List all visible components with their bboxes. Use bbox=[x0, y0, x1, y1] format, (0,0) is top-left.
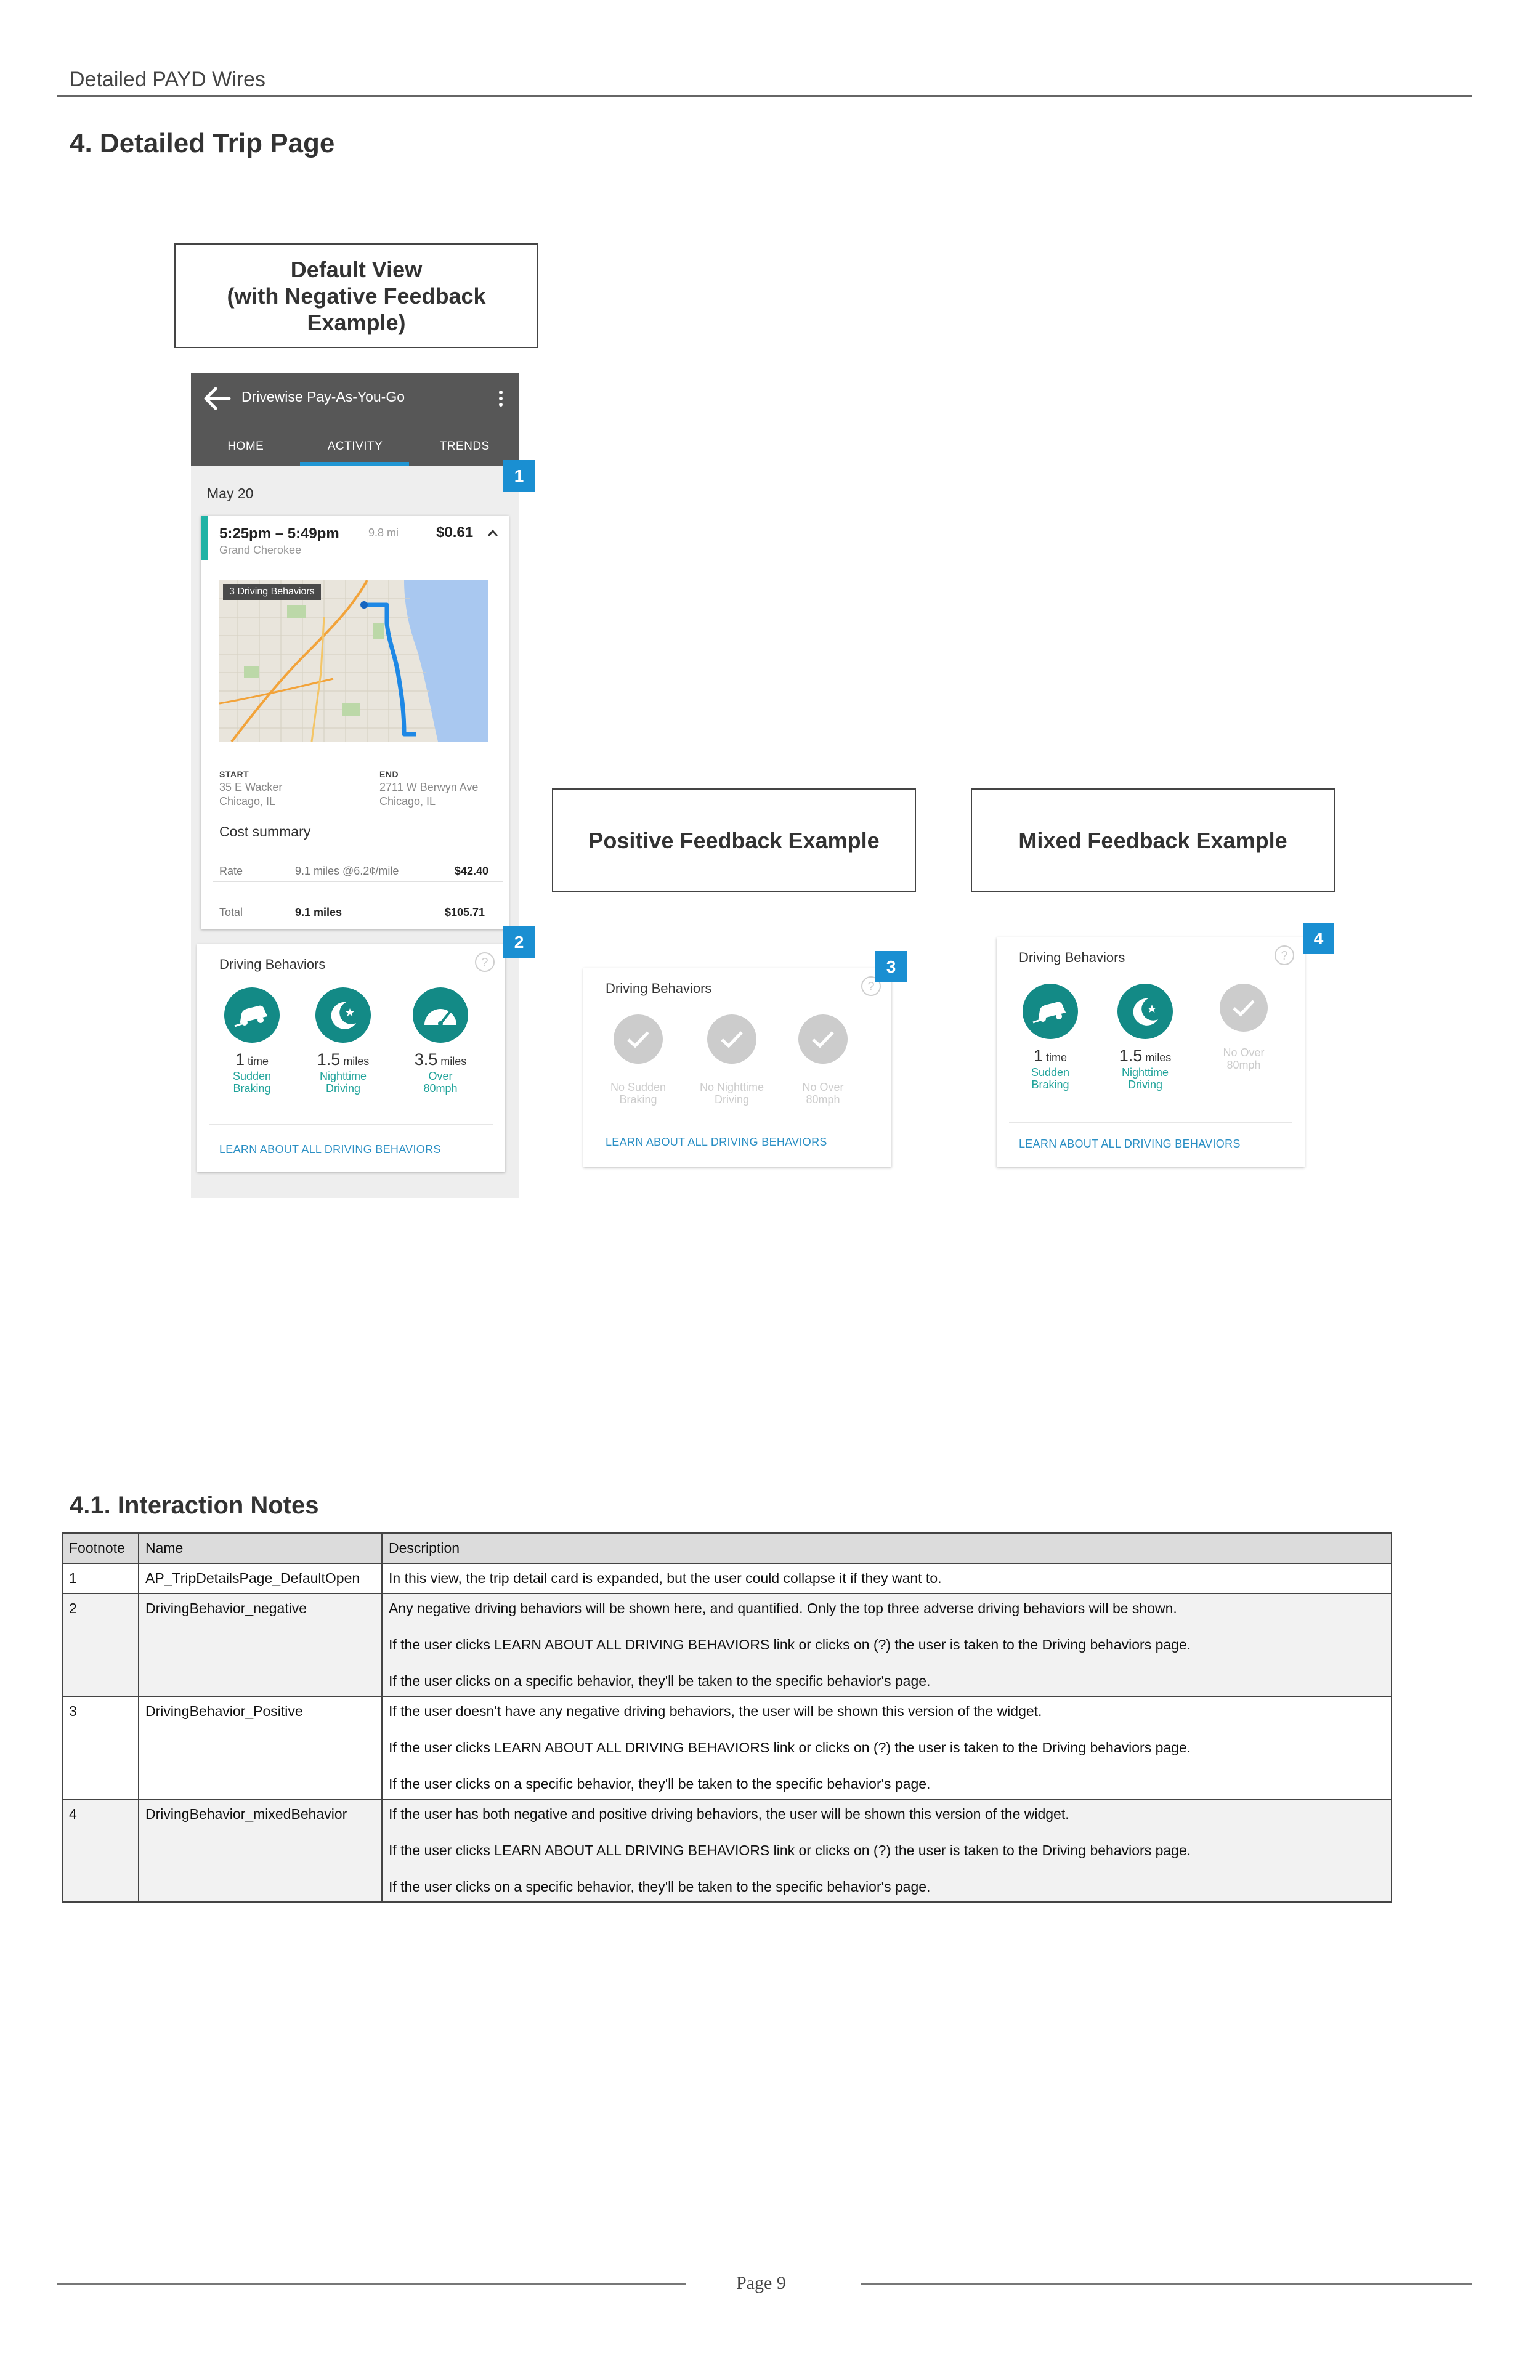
behavior-unit: miles bbox=[343, 1055, 370, 1067]
behavior-unit: time bbox=[1046, 1051, 1068, 1064]
trip-detail-card[interactable] bbox=[201, 516, 509, 929]
phone-screen bbox=[191, 373, 519, 1198]
behavior-name-line1: No Over bbox=[1223, 1046, 1265, 1059]
behavior-no-over-80mph[interactable] bbox=[1204, 984, 1284, 1071]
behavior-count: 1.5 bbox=[317, 1050, 341, 1069]
end-address-line1: 2711 W Berwyn Ave bbox=[379, 781, 479, 793]
column-header: Description bbox=[382, 1533, 1392, 1563]
behavior-name-line2: Braking bbox=[619, 1093, 657, 1106]
description-cell bbox=[382, 1799, 1392, 1902]
behavior-no-nighttime-driving[interactable] bbox=[692, 1014, 772, 1106]
behavior-sudden-braking[interactable] bbox=[212, 987, 292, 1095]
name-cell: AP_TripDetailsPage_DefaultOpen bbox=[139, 1563, 382, 1593]
behavior-name-line2: 80mph bbox=[1226, 1059, 1261, 1071]
driving-behaviors-title: Driving Behaviors bbox=[1019, 950, 1125, 965]
description-text: If the user clicks on a specific behavior, they'll be taken to the specific behavior's page. bbox=[389, 1776, 931, 1792]
description-text: If the user clicks on a specific behavior, they'll be taken to the specific behavior's page. bbox=[389, 1673, 931, 1689]
back-arrow-icon[interactable] bbox=[202, 386, 233, 411]
behavior-sudden-braking[interactable] bbox=[1010, 984, 1090, 1091]
mixed-feedback-label: Mixed Feedback Example bbox=[971, 788, 1335, 892]
column-header: Footnote bbox=[62, 1533, 139, 1563]
driving-behaviors-negative-card bbox=[197, 944, 505, 1172]
description-cell bbox=[382, 1696, 1392, 1799]
behavior-name-line1: Over bbox=[428, 1070, 453, 1082]
name-cell: DrivingBehavior_Positive bbox=[139, 1696, 382, 1799]
behavior-count: 1.5 bbox=[1119, 1046, 1143, 1065]
behavior-unit: miles bbox=[1145, 1051, 1172, 1064]
trip-map[interactable] bbox=[219, 580, 488, 742]
behavior-name-line2: Driving bbox=[714, 1093, 749, 1106]
description-text: If the user clicks LEARN ABOUT ALL DRIVING BEHAVIORS link or clicks on (?) the user is taken to the Driving behaviors page. bbox=[389, 1637, 1191, 1653]
active-tab-indicator bbox=[300, 462, 409, 466]
end-address-line2: Chicago, IL bbox=[379, 795, 436, 808]
total-value: $105.71 bbox=[445, 906, 485, 918]
footnote-marker-4: 4 bbox=[1303, 923, 1334, 954]
start-label: START bbox=[219, 769, 249, 779]
behavior-name-line1: Nighttime bbox=[1121, 1066, 1169, 1079]
trip-accent-bar bbox=[201, 516, 208, 560]
table-header-row bbox=[62, 1533, 1392, 1563]
description-text: Any negative driving behaviors will be shown here, and quantified. Only the top three adverse driving behaviors will be shown. bbox=[389, 1600, 1177, 1616]
description-text: If the user clicks LEARN ABOUT ALL DRIVING BEHAVIORS link or clicks on (?) the user is taken to the Driving behaviors page. bbox=[389, 1739, 1191, 1755]
behavior-name-line1: No Nighttime bbox=[699, 1081, 764, 1093]
behavior-name-line1: No Sudden bbox=[610, 1081, 667, 1093]
interaction-notes-table bbox=[62, 1532, 1392, 1903]
behavior-count: 3.5 bbox=[414, 1050, 438, 1069]
name-cell: DrivingBehavior_negative bbox=[139, 1593, 382, 1696]
tab-bar bbox=[191, 426, 519, 466]
check-icon bbox=[1220, 984, 1268, 1032]
rate-label: Rate bbox=[219, 865, 243, 877]
behavior-name-line2: Driving bbox=[1127, 1079, 1162, 1091]
description-cell bbox=[382, 1563, 1392, 1593]
help-icon[interactable] bbox=[474, 952, 495, 973]
end-address bbox=[379, 780, 478, 809]
check-icon bbox=[614, 1014, 663, 1064]
footer-divider-right bbox=[861, 2283, 1472, 2285]
page-number: Page 9 bbox=[736, 2273, 786, 2293]
description-text: If the user doesn't have any negative driving behaviors, the user will be shown this version of the widget. bbox=[389, 1703, 1042, 1719]
start-address-line1: 35 E Wacker bbox=[219, 781, 283, 793]
driving-behaviors-positive-card bbox=[583, 968, 891, 1167]
driving-behaviors-title: Driving Behaviors bbox=[219, 957, 326, 972]
behavior-name-line1: Sudden bbox=[232, 1070, 272, 1082]
end-label: END bbox=[379, 769, 399, 779]
behavior-name-line2: 80mph bbox=[423, 1082, 458, 1095]
check-icon bbox=[707, 1014, 756, 1064]
description-text: If the user clicks on a specific behavior, they'll be taken to the specific behavior's page. bbox=[389, 1879, 931, 1895]
section-title: 4. Detailed Trip Page bbox=[70, 128, 335, 158]
trip-distance: 9.8 mi bbox=[368, 527, 399, 539]
date-header: May 20 bbox=[207, 485, 254, 501]
trip-cost: $0.61 bbox=[436, 524, 474, 541]
name-cell: DrivingBehavior_mixedBehavior bbox=[139, 1799, 382, 1902]
column-header: Name bbox=[139, 1533, 382, 1563]
learn-about-behaviors-link[interactable]: LEARN ABOUT ALL DRIVING BEHAVIORS bbox=[606, 1136, 827, 1148]
driving-behaviors-badge: 3 Driving Behaviors bbox=[223, 584, 321, 600]
svg-text:?: ? bbox=[867, 980, 875, 994]
rate-value: $42.40 bbox=[455, 865, 489, 877]
moon-icon bbox=[1117, 984, 1173, 1039]
behavior-unit: time bbox=[248, 1055, 269, 1067]
card-divider bbox=[1009, 1122, 1292, 1123]
help-icon[interactable] bbox=[1274, 945, 1295, 966]
behavior-no-sudden-braking[interactable] bbox=[598, 1014, 678, 1106]
footnote-marker-2: 2 bbox=[503, 926, 535, 958]
cost-divider bbox=[213, 881, 503, 882]
table-row bbox=[62, 1563, 1392, 1593]
footnote-cell: 4 bbox=[62, 1799, 139, 1902]
app-title: Drivewise Pay-As-You-Go bbox=[241, 389, 405, 405]
behavior-name-line1: Sudden bbox=[1031, 1066, 1070, 1079]
start-address-line2: Chicago, IL bbox=[219, 795, 276, 808]
behavior-name-line2: 80mph bbox=[806, 1093, 840, 1106]
tab-activity[interactable]: ACTIVITY bbox=[327, 439, 383, 453]
trip-vehicle: Grand Cherokee bbox=[219, 544, 302, 556]
behavior-over-80mph[interactable] bbox=[400, 987, 480, 1095]
footnote-cell: 1 bbox=[62, 1563, 139, 1593]
behavior-count: 1 bbox=[235, 1050, 245, 1069]
learn-about-behaviors-link[interactable]: LEARN ABOUT ALL DRIVING BEHAVIORS bbox=[219, 1143, 441, 1156]
total-label: Total bbox=[219, 906, 243, 918]
default-view-label bbox=[174, 243, 538, 348]
header-divider bbox=[57, 95, 1472, 97]
behavior-name-line2: Driving bbox=[325, 1082, 360, 1095]
svg-text:?: ? bbox=[481, 956, 488, 969]
car-braking-icon bbox=[224, 987, 280, 1043]
description-text: If the user has both negative and positive driving behaviors, the user will be shown this version of the widget. bbox=[389, 1806, 1069, 1822]
trip-time-range: 5:25pm – 5:49pm bbox=[219, 525, 339, 542]
footnote-marker-1: 1 bbox=[503, 460, 535, 492]
document-header: Detailed PAYD Wires bbox=[70, 68, 266, 91]
table-row bbox=[62, 1593, 1392, 1696]
driving-behaviors-mixed-card bbox=[997, 937, 1305, 1167]
learn-about-behaviors-link[interactable]: LEARN ABOUT ALL DRIVING BEHAVIORS bbox=[1019, 1138, 1241, 1150]
total-detail: 9.1 miles bbox=[295, 906, 342, 918]
moon-icon bbox=[315, 987, 371, 1043]
rate-detail: 9.1 miles @6.2¢/mile bbox=[295, 865, 399, 877]
behavior-no-over-80mph[interactable] bbox=[783, 1014, 863, 1106]
behavior-name-line2: Braking bbox=[233, 1082, 271, 1095]
table-row bbox=[62, 1696, 1392, 1799]
default-view-label-line1: Default View bbox=[290, 256, 423, 282]
default-view-label-line2: (with Negative Feedback Example) bbox=[227, 283, 486, 335]
footer-divider-left bbox=[57, 2283, 686, 2285]
behavior-nighttime-driving[interactable] bbox=[1105, 984, 1185, 1091]
cost-summary-title: Cost summary bbox=[219, 824, 311, 840]
start-address bbox=[219, 780, 282, 809]
map-graphic bbox=[219, 580, 488, 742]
tab-home[interactable]: HOME bbox=[227, 439, 264, 453]
behavior-nighttime-driving[interactable] bbox=[303, 987, 383, 1095]
collapse-chevron-icon[interactable] bbox=[487, 528, 499, 538]
car-braking-icon bbox=[1023, 984, 1078, 1039]
overflow-menu-icon[interactable] bbox=[498, 387, 504, 410]
tab-trends[interactable]: TRENDS bbox=[439, 439, 490, 453]
app-bar bbox=[191, 373, 519, 466]
footnote-cell: 2 bbox=[62, 1593, 139, 1696]
description-cell bbox=[382, 1593, 1392, 1696]
driving-behaviors-title: Driving Behaviors bbox=[606, 981, 712, 996]
interaction-notes-title: 4.1. Interaction Notes bbox=[70, 1492, 319, 1519]
behavior-count: 1 bbox=[1033, 1046, 1043, 1065]
footnote-marker-3: 3 bbox=[875, 951, 907, 982]
behavior-name-line1: No Over bbox=[802, 1081, 844, 1093]
card-divider bbox=[209, 1124, 493, 1125]
description-text: In this view, the trip detail card is expanded, but the user could collapse it if they want to. bbox=[389, 1570, 942, 1586]
svg-text:?: ? bbox=[1281, 949, 1288, 963]
behavior-name-line2: Braking bbox=[1031, 1079, 1069, 1091]
check-icon bbox=[798, 1014, 848, 1064]
behavior-unit: miles bbox=[440, 1055, 467, 1067]
positive-feedback-label: Positive Feedback Example bbox=[552, 788, 916, 892]
speedometer-icon bbox=[413, 987, 468, 1043]
behavior-name-line1: Nighttime bbox=[319, 1070, 367, 1082]
table-row bbox=[62, 1799, 1392, 1902]
description-text: If the user clicks LEARN ABOUT ALL DRIVING BEHAVIORS link or clicks on (?) the user is taken to the Driving behaviors page. bbox=[389, 1842, 1191, 1858]
footnote-cell: 3 bbox=[62, 1696, 139, 1799]
